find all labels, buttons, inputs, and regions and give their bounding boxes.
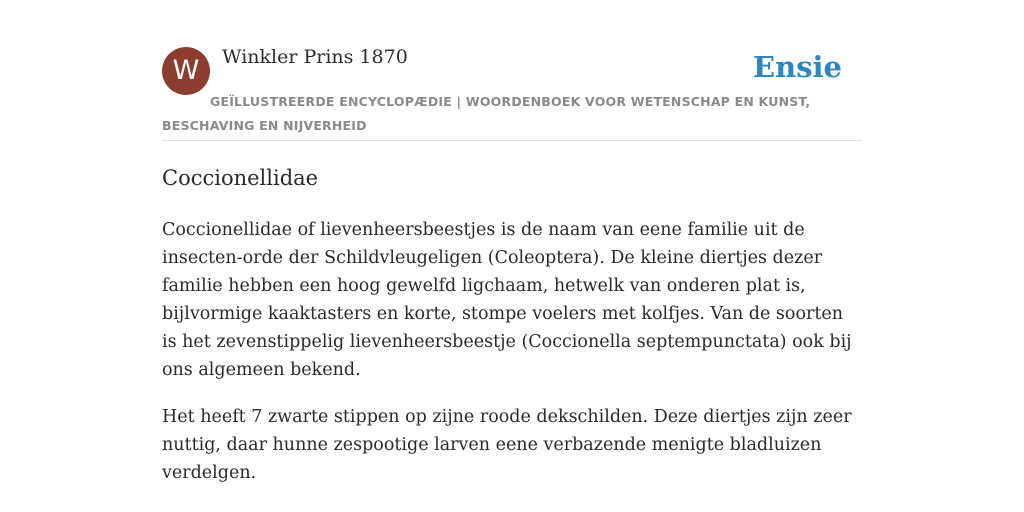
source-header	[162, 44, 862, 141]
article-paragraph: Het heeft 7 zwarte stippen op zijne roode dekschilden. Deze diertjes zijn zeer nuttig, daar hunne zespootige larven eene verbazende menigte bladluizen verdelgen.	[162, 407, 852, 483]
ensie-logo-link[interactable]: Ensie	[753, 50, 842, 84]
source-title[interactable]: Winkler Prins 1870	[222, 46, 408, 68]
source-subtitle: GEÏLLUSTREERDE ENCYCLOPÆDIE | WOORDENBOEK VOOR WETENSCHAP EN KUNST, BESCHAVING EN NIJVERHEID	[162, 94, 811, 133]
article-paragraph: Coccionellidae of lievenheersbeestjes is de naam van eene familie uit de insecten-orde der Schildvleugeligen (Coleoptera). De kleine diertjes dezer familie hebben een hoog gewelfd ligchaam, hetwelk van onderen plat is, bijlvormige kaaktasters en korte, stompe voelers met kolfjes. Van de soorten is het zevenstippelig lievenheersbeestje (Coccionella septempunctata) ook bij ons algemeen bekend.	[162, 220, 852, 380]
article-title: Coccionellidae	[162, 166, 319, 190]
article	[162, 160, 862, 487]
source-avatar[interactable]: W	[162, 47, 210, 95]
